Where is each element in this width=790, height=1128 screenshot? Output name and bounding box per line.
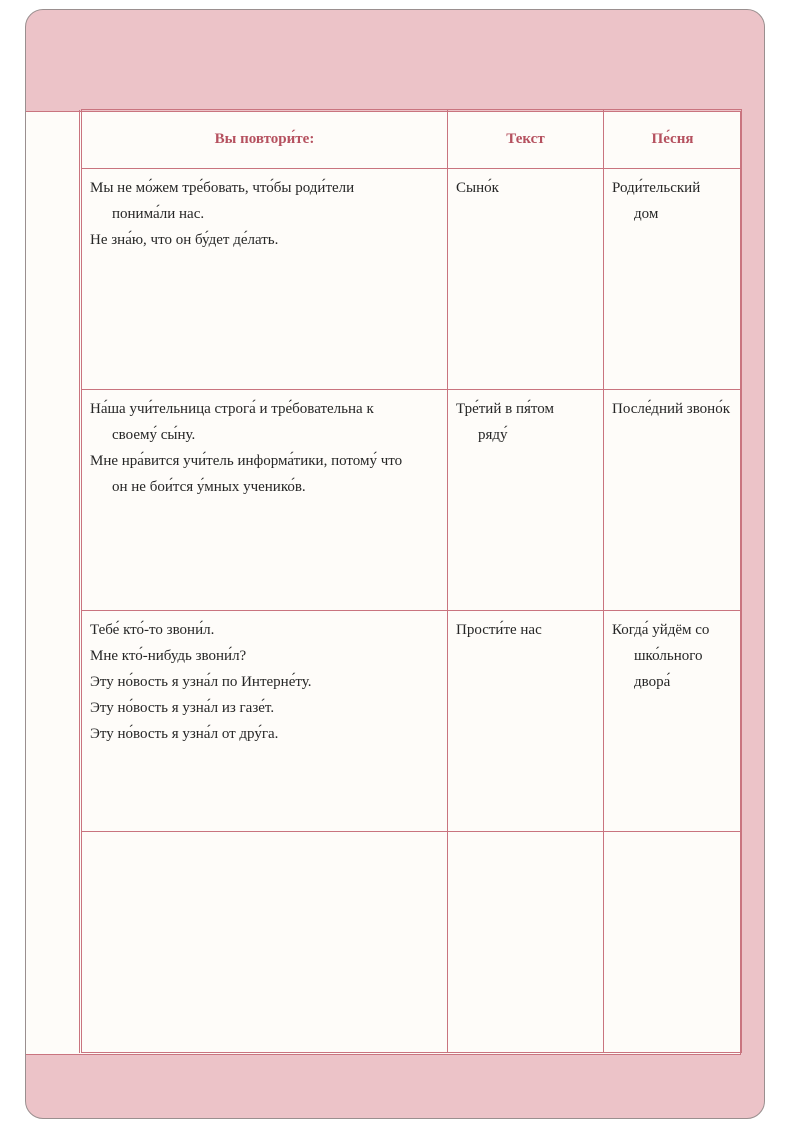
song-title-line: дом — [634, 206, 659, 222]
text-title-line: ряду́ — [478, 427, 508, 443]
phrase-line: Мы не мо́жем тре́бовать, что́бы роди́тели — [90, 180, 355, 196]
song-title-line: После́дний звоно́к — [612, 401, 730, 417]
song-cell — [604, 832, 742, 1053]
phrases-cell — [82, 611, 448, 832]
table-row — [82, 611, 742, 832]
song-title-line: шко́льного — [634, 648, 703, 664]
phrase-line: Мне нра́вится учи́тель информа́тики, потому́ что — [90, 453, 403, 469]
text-cell — [448, 390, 604, 611]
phrase-line: Не зна́ю, что он бу́дет де́лать. — [90, 232, 279, 248]
text-title-line: Прости́те нас — [456, 622, 542, 638]
phrases-cell — [82, 169, 448, 390]
phrase-line: Эту но́вость я узна́л из газе́т. — [90, 700, 275, 716]
header-song: Пе́сня — [604, 110, 742, 169]
phrase-line: На́ша учи́тельница строга́ и тре́бовательна к — [90, 401, 374, 417]
text-cell — [448, 611, 604, 832]
phrase-line: Мне кто́-нибудь звони́л? — [90, 648, 247, 664]
phrases-cell — [82, 390, 448, 611]
text-cell — [448, 832, 604, 1053]
phrase-line: Эту но́вость я узна́л от дру́га. — [90, 726, 279, 742]
song-title-line: Когда́ уйдём со — [612, 622, 710, 638]
header-text: Текст — [448, 110, 604, 169]
song-cell — [604, 390, 742, 611]
phrase-line: своему́ сы́ну. — [112, 427, 196, 443]
vocabulary-table — [81, 109, 742, 1053]
song-cell — [604, 169, 742, 390]
phrase-line: Тебе́ кто́-то звони́л. — [90, 622, 215, 638]
header-repeat: Вы повтори́те: — [82, 110, 448, 169]
header-row — [82, 110, 742, 169]
text-cell — [448, 169, 604, 390]
phrase-line: Эту но́вость я узна́л по Интерне́ту. — [90, 674, 312, 690]
song-title-line: двора́ — [634, 674, 671, 690]
margin-rule — [79, 110, 80, 1053]
phrase-line: он не бои́тся у́мных ученико́в. — [112, 479, 306, 495]
table-row-empty — [82, 832, 742, 1053]
table-row — [82, 169, 742, 390]
phrase-line: понима́ли нас. — [112, 206, 205, 222]
text-title-line: Сыно́к — [456, 180, 499, 196]
table-row — [82, 390, 742, 611]
phrases-cell — [82, 832, 448, 1053]
text-title-line: Тре́тий в пя́том — [456, 401, 554, 417]
song-cell — [604, 611, 742, 832]
song-title-line: Роди́тельский — [612, 180, 701, 196]
